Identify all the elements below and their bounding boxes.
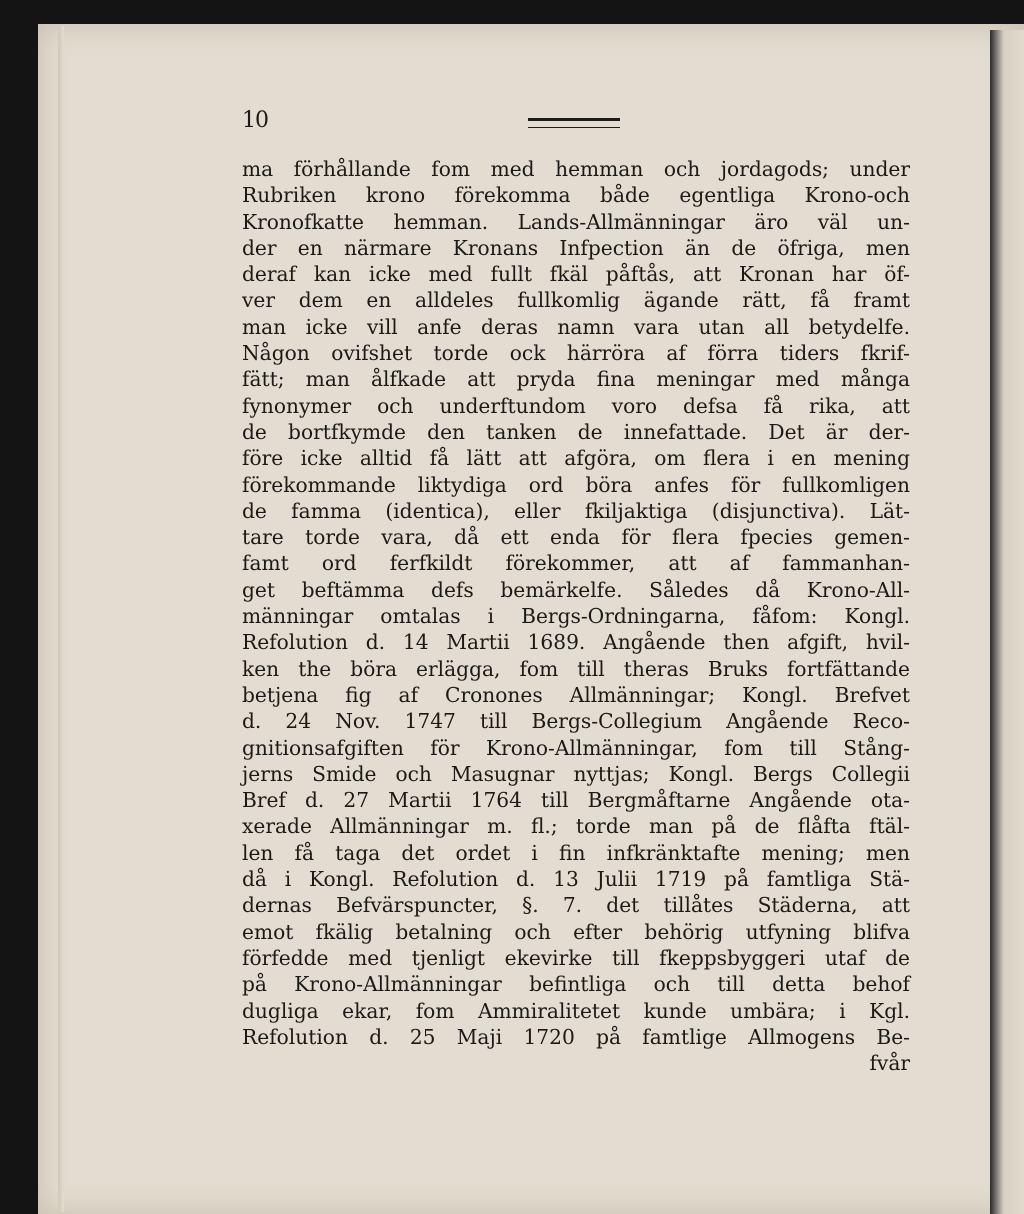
text-line: Kronofkatte hemman. Lands-Allmänningar äro väl un-: [242, 209, 910, 234]
text-line: man icke vill anfe deras namn vara utan all betydelfe.: [242, 314, 910, 339]
text-line: ma förhållande fom med hemman och jordagods; under: [242, 157, 910, 181]
text-line: förekommande liktydiga ord böra anfes för fullkomligen: [242, 472, 910, 497]
text-line: len få taga det ordet i fin infkränktafte mening; men: [242, 840, 910, 865]
catchword: fvår: [869, 1051, 910, 1076]
text-line: de bortfkymde den tanken de innefattade. Det är der-: [242, 419, 910, 444]
text-line: jerns Smide och Masugnar nyttjas; Kongl. Bergs Collegii: [242, 761, 910, 786]
text-line: emot fkälig betalning och efter behörig utfyning blifva: [242, 919, 910, 944]
page-gutter: [58, 26, 64, 1212]
text-line: get beftämma defs bemärkelfe. Således då Krono-All-: [242, 577, 910, 602]
text-line: famt ord ferfkildt förekommer, att af fammanhan-: [242, 551, 910, 576]
text-line: männingar omtalas i Bergs-Ordningarna, fåfom: Kongl.: [242, 604, 910, 629]
text-line: Refolution d. 14 Martii 1689. Angående then afgift, hvil-: [242, 630, 910, 655]
text-line: Refolution d. 25 Maji 1720 på famtlige Allmogens Be-: [242, 1024, 910, 1049]
text-line: deraf kan icke med fullt fkäl påftås, att Kronan har öf-: [242, 262, 910, 287]
text-line: före icke alltid få lätt att afgöra, om flera i en mening: [242, 446, 910, 471]
text-line: fynonymer och underftundom voro defsa få rika, att: [242, 393, 910, 418]
text-line: de famma (identica), eller fkiljaktiga (disjunctiva). Lät-: [242, 498, 910, 523]
text-line: der en närmare Kronans Infpection än de öfriga, men: [242, 235, 910, 260]
text-line: Rubriken krono förekomma både egentliga Krono-och: [242, 183, 910, 208]
text-line: gnitionsafgiften för Krono-Allmänningar, fom till Stång-: [242, 735, 910, 760]
text-line: tare torde vara, då ett enda för flera fpecies gemen-: [242, 525, 910, 550]
text-line: d. 24 Nov. 1747 till Bergs-Collegium Angående Reco-: [242, 709, 910, 734]
text-line: ken the böra erlägga, fom till theras Bruks fortfättande: [242, 656, 910, 681]
text-line: Bref d. 27 Martii 1764 till Bergmåftarne Angående ota-: [242, 788, 910, 813]
text-line: xerade Allmänningar m. fl.; torde man på de flåfta ftäl-: [242, 814, 910, 839]
text-line: ver dem en alldeles fullkomlig ägande rätt, få framt: [242, 288, 910, 313]
text-line: på Krono-Allmänningar befintliga och till detta behof: [242, 972, 910, 997]
page-number: 10: [242, 108, 268, 133]
header-rule: [528, 118, 620, 128]
page-right-edge: [990, 30, 1024, 1214]
text-line: betjena fig af Cronones Allmänningar; Kongl. Brefvet: [242, 682, 910, 707]
text-line: Någon ovifshet torde ock härröra af förra tiders fkrif-: [242, 341, 910, 366]
text-line: dernas Befvärspuncter, §. 7. det tillåtes Städerna, att: [242, 893, 910, 918]
text-line: dugliga ekar, fom Ammiralitetet kunde umbära; i Kgl.: [242, 998, 910, 1023]
text-line: då i Kongl. Refolution d. 13 Julii 1719 på famtliga Stä-: [242, 867, 910, 892]
body-text: [242, 156, 910, 1076]
text-line: förfedde med tjenligt ekevirke till fkeppsbyggeri utaf de: [242, 945, 910, 970]
text-line: fätt; man ålfkade att pryda fina meningar med många: [242, 367, 910, 392]
